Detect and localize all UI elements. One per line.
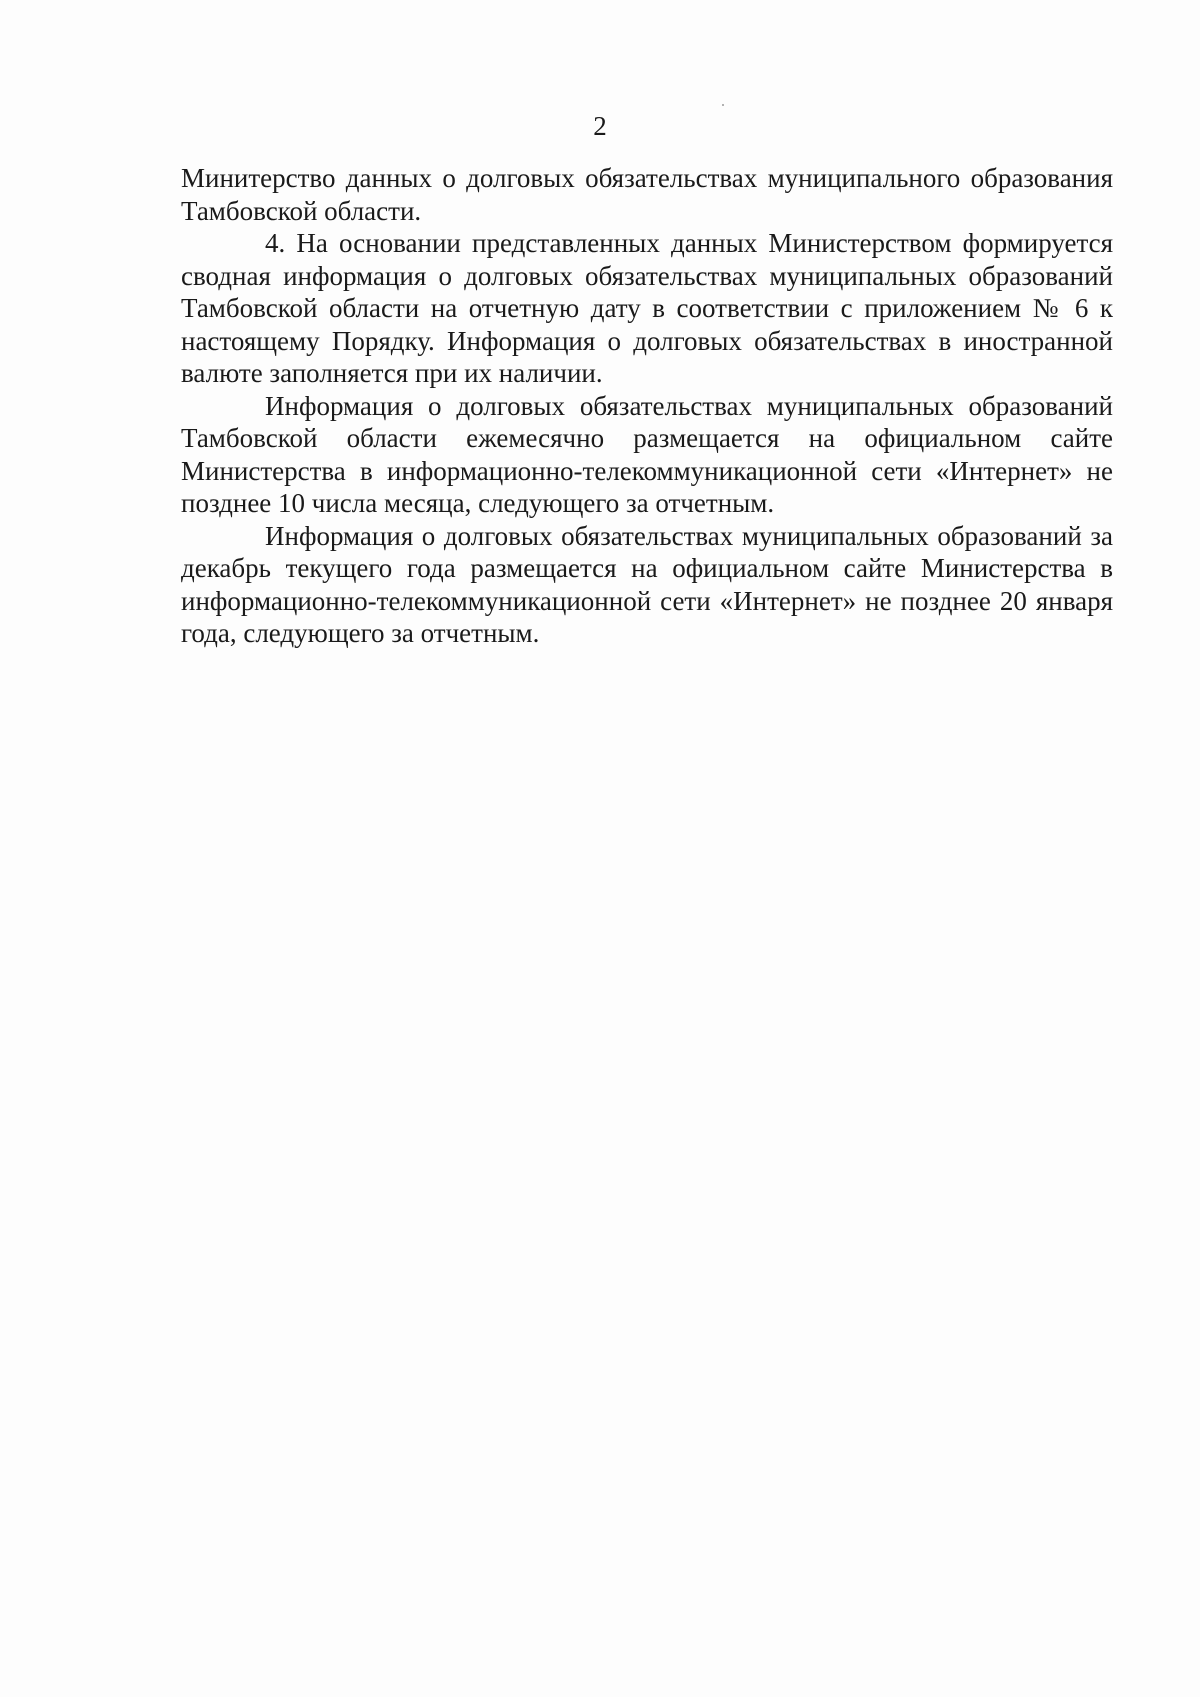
paragraph-monthly-publication: Информация о долговых обязательствах муниципальных образований Тамбовской области ежемесячно размещается на официальном сайте Министерства в информационно-телекоммуникационной сети «Интернет» не позднее 10 числа месяца, следующего за отчетным. xyxy=(181,390,1113,518)
page-number: 2 xyxy=(593,111,607,141)
paragraph-continuation: Минитерство данных о долговых обязательствах муниципального образования Тамбовской области. xyxy=(181,163,1113,226)
scan-speck xyxy=(722,104,724,106)
document-body xyxy=(181,162,1113,650)
paragraph-december-publication: Информация о долговых обязательствах муниципальных образований за декабрь текущего года размещается на официальном сайте Министерства в информационно-телекоммуникационной сети «Интернет» не позднее 20 января года, следующего за отчетным. xyxy=(181,520,1113,648)
paragraph-item-4: 4. На основании представленных данных Министерством формируется сводная информация о долговых обязательствах муниципальных образований Тамбовской области на отчетную дату в соответствии с приложением № 6 к настоящему Порядку. Информация о долговых обязательствах в иностранной валюте заполняется при их наличии. xyxy=(181,228,1113,388)
